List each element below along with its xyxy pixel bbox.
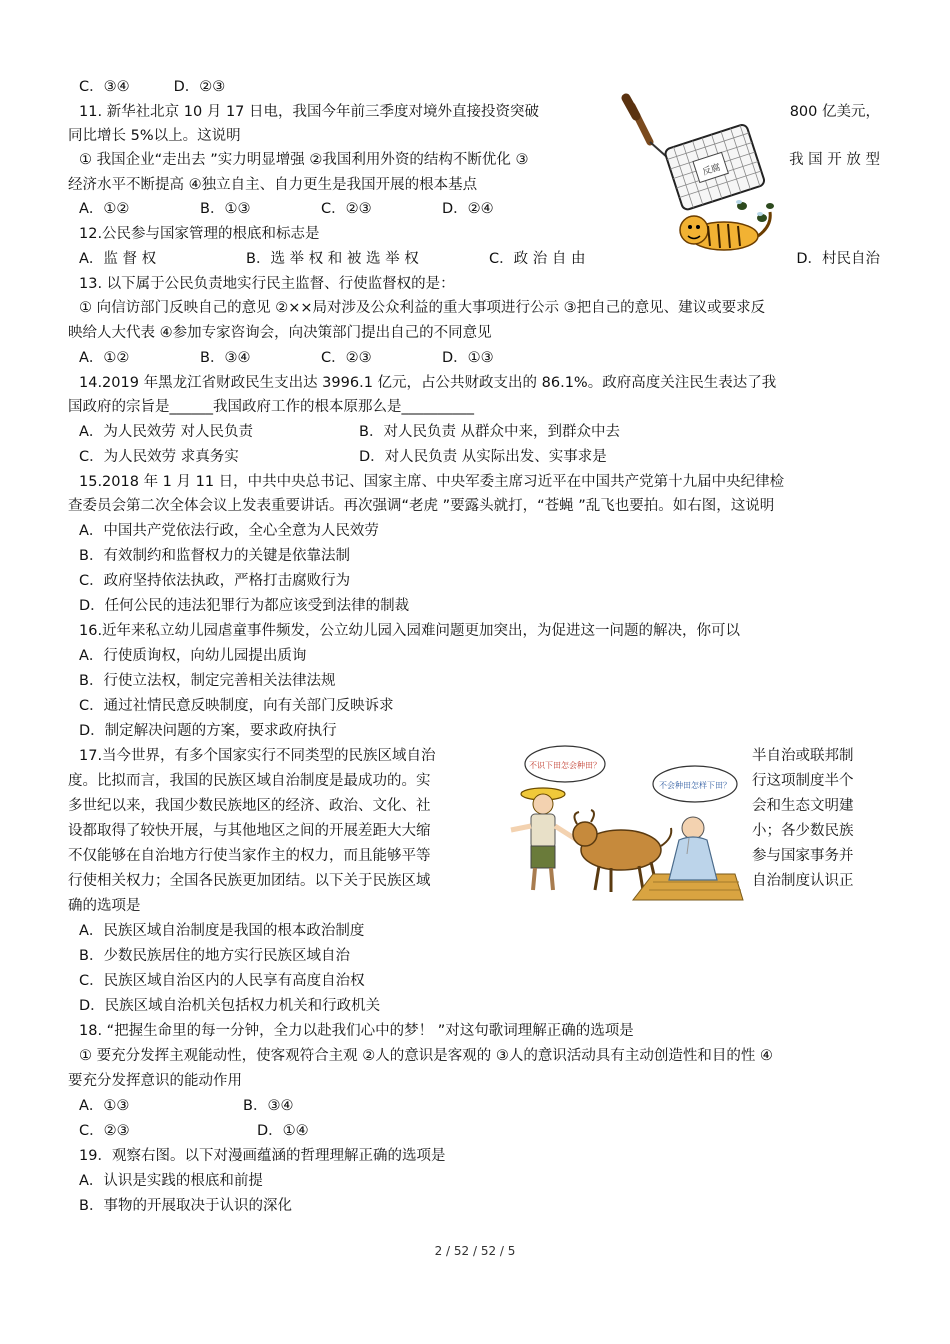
swatter-icon xyxy=(626,98,766,211)
q14-option-b: B．对人民负责 从群众中来，到群众中去 xyxy=(359,424,621,440)
q12-options-left xyxy=(79,249,585,269)
q12-option-a: A．监 督 权 xyxy=(79,251,157,267)
q17-left-4: 设都取得了较快开展，与其他地区之间的开展差距大大缩 xyxy=(68,823,431,839)
q13-options xyxy=(79,348,494,368)
q13-stem: 13. 以下属于公民负责地实行民主监督、行使监督权的是： xyxy=(79,276,455,292)
q15-option-c: C．政府坚持依法执政，严格打击腐败行为 xyxy=(79,573,351,589)
q14-option-d: D．对人民负责 从实际出发、实事求是 xyxy=(359,449,607,465)
q12-option-d: D．村民自治 xyxy=(796,251,880,267)
prev-options xyxy=(79,77,225,97)
q14-line1: 14.2019 年黑龙江省财政民生支出达 3996.1 亿元，占公共财政支出的 86.1%。政府高度关注民生表达了我 xyxy=(79,375,777,391)
q11-option-a: A．①② xyxy=(79,201,130,217)
q18-line3: 要充分发挥意识的能动作用 xyxy=(68,1073,242,1089)
q17-left-1: 17.当今世界，有多个国家实行不同类型的民族区域自治 xyxy=(79,748,436,764)
q17-option-d: D．民族区域自治机关包括权力机关和行政机关 xyxy=(79,998,381,1014)
q13-option-c: C．②③ xyxy=(321,350,372,366)
q17-left-5: 不仅能够在自治地方行使当家作主的权力，而且能够平等 xyxy=(68,848,431,864)
q14-options-row1 xyxy=(79,422,620,442)
q16-option-a: A．行使质询权，向幼儿园提出质询 xyxy=(79,648,307,664)
q17-left-2: 度。比拟而言，我国的民族区域自治制度是最成功的。实 xyxy=(68,773,431,789)
q16-option-c: C．通过社情民意反映制度，向有关部门反映诉求 xyxy=(79,698,394,714)
option-d: D．②③ xyxy=(173,79,226,95)
q18-line2: ① 要充分发挥主观能动性，使客观符合主观 ②人的意识是客观的 ③人的意识活动具有主动创造性和目的性 ④ xyxy=(79,1048,773,1064)
q13-line3: 映给人大代表 ④参加专家咨询会，向决策部门提出自己的不同意见 xyxy=(68,325,492,341)
q12-option-c: C．政 治 自 由 xyxy=(489,251,586,267)
bubble-right-text: 不会种田怎样下田？ xyxy=(659,781,731,790)
q11-line3: ① 我国企业“走出去 ”实力明显增强 ②我国利用外资的结构不断优化 ③ xyxy=(79,152,529,168)
q15-option-d: D．任何公民的违法犯罪行为都应该受到法律的制裁 xyxy=(79,598,410,614)
q11-option-c: C．②③ xyxy=(321,201,372,217)
bubble-left-text: 不识下田怎会种田？ xyxy=(529,761,601,770)
q11-line1: 11. 新华社北京 10 月 17 日电，我国今年前三季度对境外直接投资突破 xyxy=(79,104,540,120)
q17-right-4: 小；各少数民族 xyxy=(752,823,854,839)
q15-line2: 查委员会第二次全体会议上发表重要讲话。再次强调“老虎 ”要露头就打，“苍蝇 ”乱飞也要拍。如右图，这说明 xyxy=(68,498,775,514)
q18-option-a: A．①③ xyxy=(79,1098,130,1114)
q17-right-5: 参与国家事务并 xyxy=(752,848,854,864)
anti-corruption-cartoon xyxy=(612,94,777,259)
swatter-label: 反腐 xyxy=(701,162,722,178)
q17-left-3: 多世纪以来，我国少数民族地区的经济、政治、文化、社 xyxy=(68,798,431,814)
q15-option-a: A．中国共产党依法行政，全心全意为人民效劳 xyxy=(79,523,379,539)
q19-option-a: A．认识是实践的根底和前提 xyxy=(79,1173,263,1189)
q11-line1-end: 800 亿美元， xyxy=(789,104,880,120)
speech-bubble-left xyxy=(525,746,605,782)
q18-option-d: D．①④ xyxy=(257,1123,309,1139)
q13-option-b: B．③④ xyxy=(200,350,251,366)
q17-option-b: B．少数民族居住的地方实行民族区域自治 xyxy=(79,948,350,964)
q17-right-2: 行这项制度半个 xyxy=(752,773,854,789)
q13-option-d: D．①③ xyxy=(442,350,494,366)
option-c: C．③④ xyxy=(79,79,130,95)
q16-stem: 16.近年来私立幼儿园虐童事件频发，公立幼儿园入园难问题更加突出，为促进这一问题的解决，你可以 xyxy=(79,623,741,639)
page-number: 2 / 52 / 52 / 5 xyxy=(434,1244,516,1258)
farming-cartoon xyxy=(503,742,745,902)
q15-line1: 15.2018 年 1 月 11 日，中共中央总书记、国家主席、中央军委主席习近平在中国共产党第十九届中央纪律检 xyxy=(79,474,785,490)
q18-options-row1 xyxy=(79,1096,293,1116)
q14-option-a: A．为人民效劳 对人民负责 xyxy=(79,424,254,440)
q18-option-c: C．②③ xyxy=(79,1123,130,1139)
q11-option-d: D．②④ xyxy=(442,201,494,217)
q17-left-6: 行使相关权力；全国各民族更加团结。以下关于民族区域 xyxy=(68,873,431,889)
q11-options xyxy=(79,199,494,219)
q12-option-b: B．选 举 权 和 被 选 举 权 xyxy=(246,251,419,267)
q17-right-3: 会和生态文明建 xyxy=(752,798,854,814)
q17-right-6: 自治制度认识正 xyxy=(752,873,854,889)
q18-option-b: B．③④ xyxy=(243,1098,294,1114)
q18-options-row2 xyxy=(79,1121,309,1141)
fly-icon xyxy=(736,200,774,222)
q16-option-b: B．行使立法权，制定完善相关法律法规 xyxy=(79,673,336,689)
q19-option-b: B．事物的开展取决于认识的深化 xyxy=(79,1198,292,1214)
q14-line2: 国政府的宗旨是______我国政府工作的根本原那么是__________ xyxy=(68,399,474,415)
q18-line1: 18. “把握生命里的每一分钟，全力以赴我们心中的梦！ ”对这句歌词理解正确的选项是 xyxy=(79,1023,634,1039)
speech-bubble-right xyxy=(653,766,737,802)
q13-line2: ① 向信访部门反映自己的意见 ②××局对涉及公众利益的重大事项进行公示 ③把自己的意见、建议或要求反 xyxy=(79,300,766,316)
q11-line4: 经济水平不断提高 ④独立自主、自力更生是我国开展的根本基点 xyxy=(68,177,478,193)
q14-options-row2 xyxy=(79,447,607,467)
q17-right-1: 半自治或联邦制 xyxy=(752,748,854,764)
q19-stem: 19．观察右图。以下对漫画蕴涵的哲理理解正确的选项是 xyxy=(79,1148,446,1164)
q13-option-a: A．①② xyxy=(79,350,130,366)
q17-option-c: C．民族区域自治区内的人民享有高度自治权 xyxy=(79,973,365,989)
q11-line2: 同比增长 5%以上。这说明 xyxy=(68,128,241,144)
q14-option-c: C．为人民效劳 求真务实 xyxy=(79,449,239,465)
q12-stem: 12.公民参与国家管理的根底和标志是 xyxy=(79,226,320,242)
q17-option-a: A．民族区域自治制度是我国的根本政治制度 xyxy=(79,923,365,939)
q11-option-b: B．①③ xyxy=(200,201,251,217)
q17-last-line: 确的选项是 xyxy=(68,898,141,914)
tiger-icon xyxy=(680,212,770,250)
q15-option-b: B．有效制约和监督权力的关键是依靠法制 xyxy=(79,548,350,564)
q16-option-d: D．制定解决问题的方案，要求政府执行 xyxy=(79,723,337,739)
q11-line3-end: 我 国 开 放 型 xyxy=(789,152,880,168)
